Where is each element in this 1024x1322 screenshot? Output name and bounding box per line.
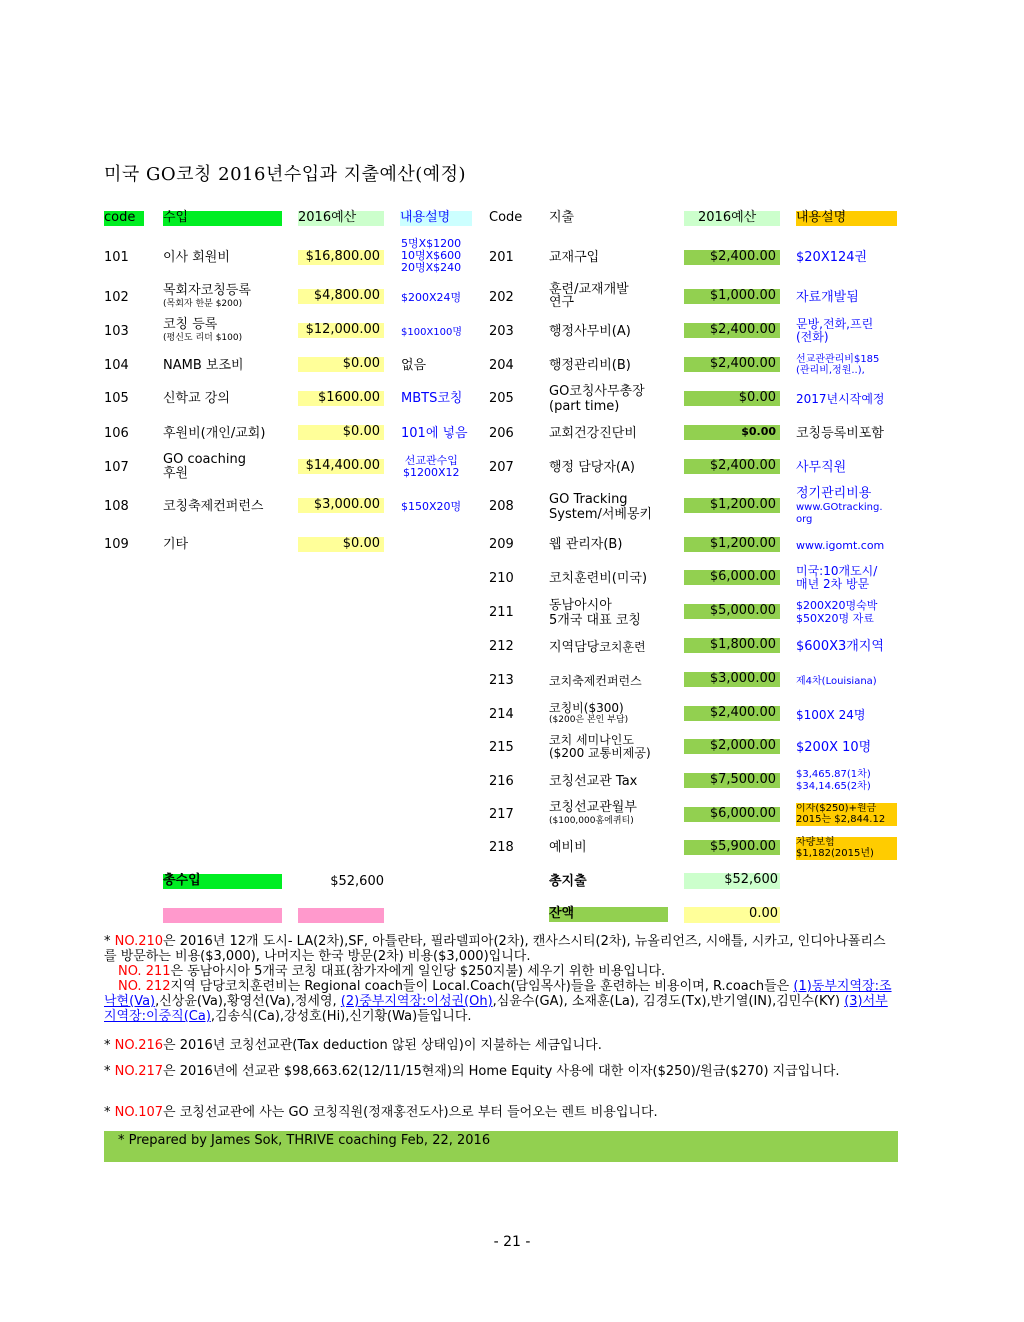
- expense-desc: 이자($250)+원금 2015는 $2,844.12: [796, 803, 897, 826]
- income-name: 코칭축제컨퍼런스: [163, 499, 264, 514]
- expense-amount: $2,400.00: [684, 459, 780, 474]
- note-210-211-212: [104, 934, 898, 1024]
- total-income-label: 총수입: [163, 874, 282, 889]
- region-west: (3)서부지역장:이중직(Ca): [104, 994, 888, 1024]
- expense-desc: 코칭등록비포함: [796, 426, 884, 441]
- expense-code: 215: [489, 740, 514, 755]
- page-number: - 21 -: [493, 1234, 531, 1250]
- expense-name: GO코칭사무총장 (part time): [549, 384, 645, 414]
- expense-code: 211: [489, 605, 514, 620]
- note-text-210: 은 2016년 12개 도시- LA(2차),SF, 아틀란타, 필라델피아(2차), 캔사스시티(2차), 뉴올리언즈, 시애틀, 시카고, 인디아나폴리스를 방문하는 비용($3,000), 나머지는 한국 방문(2차) 비용($3,000)입니다.: [104, 934, 886, 964]
- header-desc-income: 내용설명: [400, 211, 472, 226]
- expense-desc: 미국:10개도시/ 매년 2차 방문: [796, 564, 878, 591]
- income-name: NAMB 보조비: [163, 358, 244, 373]
- total-expense-value: $52,600: [684, 873, 780, 889]
- income-amount: $1600.00: [298, 391, 384, 406]
- header-budget-income: 2016예산: [298, 211, 384, 226]
- region-east: (1)동부지역장:조낙현(Va): [104, 979, 892, 1009]
- expense-desc: $600X3개지역: [796, 639, 884, 654]
- expense-desc-sub: www.GOtracking. org: [796, 502, 883, 525]
- header-budget-expense: 2016예산: [684, 211, 780, 226]
- expense-code: 213: [489, 673, 514, 688]
- expense-amount: $2,400.00: [684, 706, 780, 721]
- income-code: 103: [104, 324, 129, 339]
- expense-code: 202: [489, 290, 514, 305]
- expense-name-main: 지역담당: [549, 640, 600, 655]
- expense-amount: $1,800.00: [684, 638, 780, 653]
- bullet: *: [104, 1064, 111, 1079]
- income-desc: 없음: [401, 358, 427, 373]
- income-name: 기타: [163, 537, 189, 552]
- expense-desc: $200X20명숙박 $50X20명 자료: [796, 599, 878, 625]
- note-no-216: NO.216: [114, 1038, 164, 1053]
- income-desc: 5명X$1200 10명X$600 20명X$240: [401, 237, 462, 274]
- expense-desc: 자료개발됨: [796, 290, 859, 305]
- expense-name: 예비비: [549, 840, 587, 855]
- expense-desc: 정기관리비용: [796, 486, 872, 501]
- total-income-value: $52,600: [330, 874, 384, 889]
- note-no-107: NO.107: [114, 1105, 164, 1120]
- pink-block: [298, 908, 384, 923]
- total-expense-label: 총지출: [549, 874, 587, 889]
- income-desc: $100X100명: [401, 327, 463, 338]
- expense-code: 203: [489, 324, 514, 339]
- expense-code: 214: [489, 707, 514, 722]
- bullet: *: [104, 1105, 111, 1120]
- expense-name: 동남아시아 5개국 대표 코칭: [549, 598, 641, 628]
- expense-desc: 차량보험 $1,182(2015년): [796, 837, 897, 860]
- income-name: 후원비(개인/교회): [163, 426, 266, 441]
- income-name: 목회자코칭등록: [163, 283, 251, 298]
- expense-amount: $2,400.00: [684, 323, 780, 338]
- expense-desc: 선교관관리비$185 (관리비,정원..),: [796, 354, 880, 376]
- income-name-sub: (목회자 한분 $200): [163, 299, 243, 309]
- expense-code: 204: [489, 358, 514, 373]
- header-code: code: [104, 211, 144, 226]
- expense-name-tail: 코치훈련: [599, 640, 646, 654]
- income-amount: $0.00: [298, 425, 384, 440]
- expense-amount: $2,000.00: [684, 739, 780, 754]
- income-code: 109: [104, 537, 129, 552]
- expense-code: 210: [489, 571, 514, 586]
- income-code: 102: [104, 290, 129, 305]
- income-name: GO coaching 후원: [163, 452, 246, 481]
- note-text-212c: ,심윤수(GA), 소재훈(La), 김경도(Tx),반기열(IN),김민수(KY): [492, 994, 845, 1009]
- note-text-212a: 지역 담당코치훈련비는 Regional coach들이 Local.Coach(담임목사)들을 훈련하는 비용이며, R.coach들은: [170, 979, 794, 994]
- income-amount: $0.00: [298, 357, 384, 372]
- expense-amount: $1,000.00: [684, 289, 780, 304]
- expense-desc: 제4차(Louisiana): [796, 676, 877, 687]
- expense-amount: $5,000.00: [684, 604, 780, 619]
- expense-name: 교재구입: [549, 250, 600, 265]
- expense-name: 코칭선교관월부: [549, 800, 637, 815]
- balance-value: 0.00: [684, 907, 780, 923]
- header-code-expense: Code: [489, 210, 523, 225]
- expense-desc: 사무직원: [796, 460, 847, 475]
- expense-amount: $1,200.00: [684, 537, 780, 552]
- region-central: (2)중부지역장:이성권(Oh): [340, 994, 493, 1009]
- bullet: *: [104, 934, 111, 949]
- note-text-212b: ,신상윤(Va),황영선(Va),정세영,: [155, 994, 341, 1009]
- income-name: 신학교 강의: [163, 391, 230, 406]
- footer-prepared-by: * Prepared by James Sok, THRIVE coaching Feb, 22, 2016: [104, 1131, 898, 1162]
- expense-desc: $200X 10명: [796, 740, 872, 755]
- expense-amount: $2,400.00: [684, 357, 780, 372]
- income-code: 104: [104, 358, 129, 373]
- expense-amount: $3,000.00: [684, 672, 780, 687]
- expense-name: 훈련/교재개발 연구: [549, 282, 629, 310]
- expense-desc: 2017년시작예정: [796, 392, 885, 406]
- expense-desc: $100X 24명: [796, 708, 866, 722]
- expense-desc: $3,465.87(1차) $34,14.65(2차): [796, 769, 871, 792]
- expense-code: 201: [489, 250, 514, 265]
- expense-amount: $0.00: [684, 391, 780, 406]
- income-desc: 선교관수입 $1200X12: [403, 454, 460, 479]
- income-amount: $4,800.00: [298, 289, 384, 304]
- expense-desc: www.igomt.com: [796, 539, 885, 552]
- income-code: 105: [104, 391, 129, 406]
- income-amount: $14,400.00: [298, 459, 384, 474]
- income-desc: $150X20명: [401, 500, 462, 513]
- expense-amount: $2,400.00: [684, 250, 780, 265]
- expense-desc: $20X124권: [796, 250, 868, 265]
- expense-amount: $1,200.00: [684, 498, 780, 513]
- page-title: 미국 GO코칭 2016년수입과 지출예산(예정): [104, 164, 467, 185]
- expense-name: 교회건강진단비: [549, 426, 637, 441]
- expense-name: 코칭비($300): [549, 701, 624, 715]
- expense-name: 행정사무비(A): [549, 324, 631, 339]
- note-no-217: NO.217: [114, 1064, 164, 1079]
- expense-code: 205: [489, 391, 514, 406]
- income-amount: $16,800.00: [298, 250, 384, 265]
- income-amount: $12,000.00: [298, 323, 384, 338]
- pink-block: [163, 908, 282, 923]
- income-name: 이사 회원비: [163, 250, 230, 265]
- expense-amount: $5,900.00: [684, 840, 780, 855]
- expense-desc: 문방,전화,프린 (전화): [796, 317, 874, 344]
- note-107: [104, 1105, 898, 1120]
- expense-name: 행정 담당자(A): [549, 460, 635, 475]
- expense-amount: $0.00: [684, 425, 780, 440]
- expense-amount: $6,000.00: [684, 570, 780, 585]
- expense-code: 206: [489, 426, 514, 441]
- note-216: [104, 1038, 898, 1053]
- expense-name: [549, 640, 646, 655]
- expense-name: 코치 세미나인도 ($200 교통비제공): [549, 733, 651, 760]
- expense-amount: $6,000.00: [684, 807, 780, 822]
- income-desc: $200X24명: [401, 291, 462, 304]
- income-code: 101: [104, 250, 129, 265]
- expense-code: 217: [489, 807, 514, 822]
- expense-name-sub: ($100,000홈에퀴티): [549, 816, 634, 826]
- income-name-sub: (평신도 리더 $100): [163, 333, 243, 343]
- bullet: *: [104, 1038, 111, 1053]
- note-no-210: NO.210: [114, 934, 164, 949]
- income-amount: $0.00: [298, 537, 384, 552]
- income-desc: MBTS코칭: [401, 391, 463, 406]
- balance-label: 잔액: [549, 907, 668, 922]
- expense-amount: $7,500.00: [684, 773, 780, 788]
- expense-code: 212: [489, 639, 514, 654]
- note-text-216: 은 2016년 코칭선교관(Tax deduction 않된 상태임)이 지불하는 세금입니다.: [163, 1038, 602, 1053]
- header-expense: 지출: [549, 210, 575, 225]
- income-desc: 101에 넣음: [401, 426, 468, 441]
- header-desc-expense: 내용설명: [796, 211, 897, 226]
- income-code: 106: [104, 426, 129, 441]
- income-name: 코칭 등록: [163, 317, 218, 332]
- expense-code: 216: [489, 774, 514, 789]
- expense-name: 코치축제컨퍼런스: [549, 674, 642, 688]
- note-no-211: NO. 211: [118, 964, 171, 979]
- income-amount: $3,000.00: [298, 498, 384, 513]
- note-text-211: 은 동남아시아 5개국 코칭 대표(참가자에게 일인당 $250지불) 세우기 위한 비용입니다.: [170, 964, 666, 979]
- note-text-212d: ,김송식(Ca),강성호(Hi),신기황(Wa)들입니다.: [210, 1009, 472, 1024]
- note-217: [104, 1064, 898, 1079]
- expense-name: 코치훈련비(미국): [549, 571, 648, 586]
- income-code: 108: [104, 499, 129, 514]
- expense-code: 207: [489, 460, 514, 475]
- note-text-107: 은 코칭선교관에 사는 GO 코칭직원(정재홍전도사)으로 부터 들어오는 렌트 비용입니다.: [163, 1105, 658, 1120]
- note-text-217: 은 2016년에 선교관 $98,663.62(12/11/15현재)의 Home Equity 사용에 대한 이자($250)/원금($270) 지급입니다.: [163, 1064, 840, 1079]
- expense-name: 행정관리비(B): [549, 358, 631, 373]
- expense-name: 코칭선교관 Tax: [549, 774, 638, 789]
- expense-code: 209: [489, 537, 514, 552]
- header-income: 수입: [163, 211, 282, 226]
- note-no-212: NO. 212: [118, 979, 171, 994]
- expense-name: 웹 관리자(B): [549, 537, 623, 552]
- income-code: 107: [104, 460, 129, 475]
- expense-code: 208: [489, 499, 514, 514]
- expense-code: 218: [489, 840, 514, 855]
- expense-name-sub: ($200은 본인 부담): [549, 715, 629, 725]
- expense-name: GO Tracking System/서베몽키: [549, 492, 653, 522]
